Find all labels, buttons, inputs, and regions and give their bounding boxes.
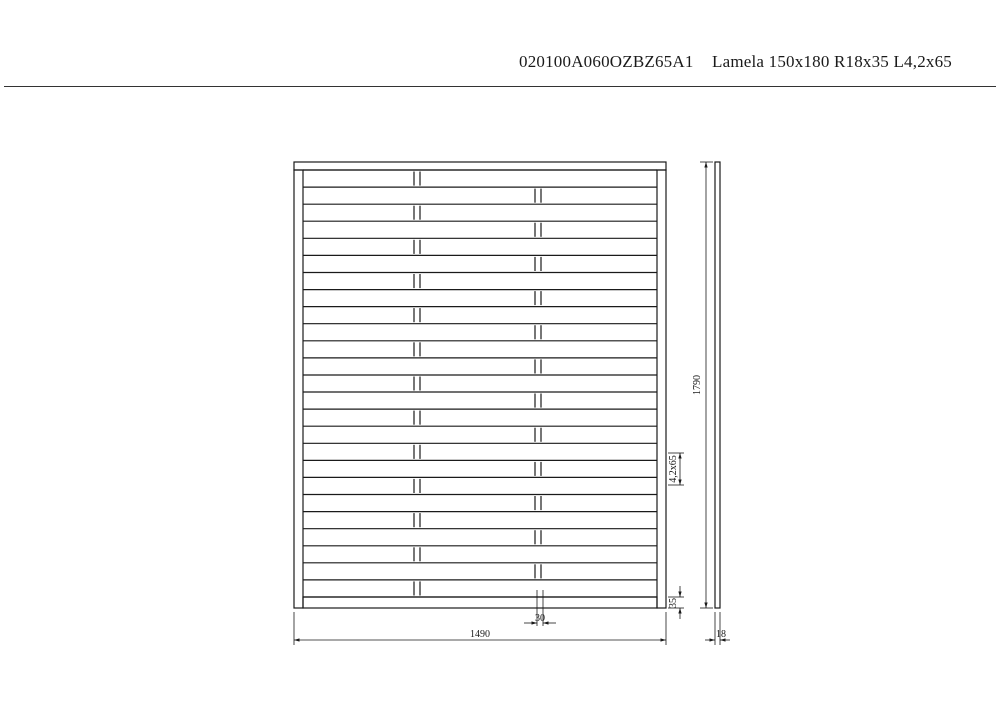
dimension-lines [294,162,730,645]
drawing-code: 020100A060OZBZ65A1 [519,52,694,71]
gap-label: 30 [535,613,545,624]
right-post [657,170,666,608]
depth-label: 18 [716,629,726,640]
bottom-rail-label: 35 [668,598,679,608]
front-view [294,162,666,608]
bottom-rail [303,597,657,608]
top-rail [294,162,666,170]
slats [303,170,657,597]
side-profile [715,162,720,608]
slat-joints [414,172,541,596]
drawing-description: Lamela 150x180 R18x35 L4,2x65 [712,52,952,71]
lath-label: 4,2x65 [668,455,679,483]
left-post [294,170,303,608]
width-label: 1490 [470,629,490,640]
height-label: 1790 [692,375,703,395]
dimension-labels [470,375,726,640]
side-view [715,162,720,608]
